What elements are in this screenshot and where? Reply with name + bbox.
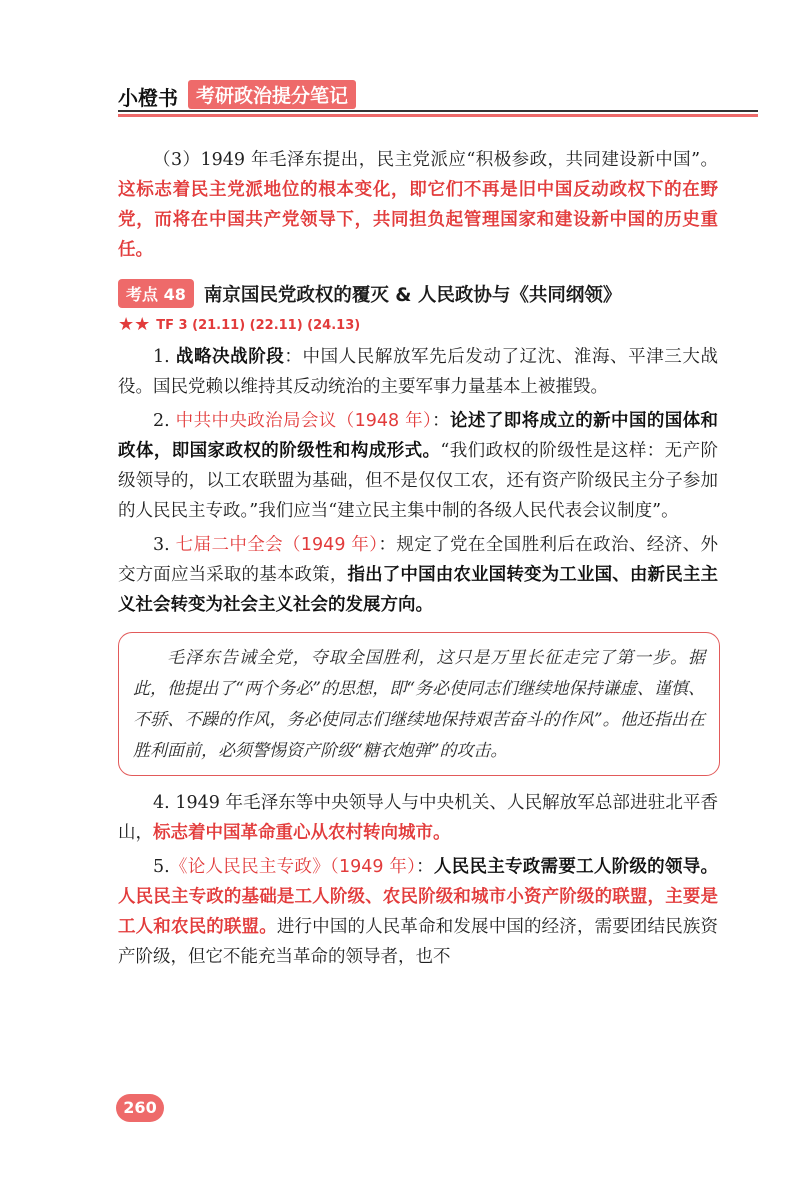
brand-name: 小橙书 bbox=[118, 86, 178, 110]
page-number: 260 bbox=[116, 1094, 164, 1122]
item-1-text: ：中国人民解放军先后发动了辽沈、淮海、平津三大战役。国民党赖以维持其反动统治的主要军事力量基本上被摧毁。 bbox=[118, 347, 718, 397]
item-3-text: ：规定了党在全国胜利后在政治、经济、外交方面应当采取的基本政策， bbox=[118, 535, 718, 585]
brand-tagline: 考研政治提分笔记 bbox=[188, 80, 356, 109]
item-2-bold: 论述了即将成立的新中国的国体和政体，即国家政权的阶级性和构成形式。 bbox=[118, 411, 719, 461]
item-4 bbox=[118, 788, 718, 848]
paragraph-3-text: （3）1949 年毛泽东提出，民主党派应“积极参政，共同建设新中国”。 bbox=[153, 150, 718, 170]
item-2-label: 中共中央政治局会议（1948 年） bbox=[175, 411, 433, 431]
section-badge: 考点 48 bbox=[118, 279, 194, 308]
paragraph-3 bbox=[118, 145, 718, 265]
section-title: 南京国民党政权的覆灭 & 人民政协与《共同纲领》 bbox=[203, 284, 622, 306]
exam-frequency: TF 3 (21.11) (22.11) (24.13) bbox=[156, 317, 361, 333]
header-accent-divider bbox=[118, 114, 758, 117]
item-5-colon: ： bbox=[416, 857, 434, 877]
item-5-highlight: 人民民主专政的基础是工人阶级、农民阶级和城市小资产阶级的联盟，主要是工人和农民的联盟。 bbox=[118, 887, 718, 937]
item-2-colon: ： bbox=[432, 411, 451, 431]
item-3 bbox=[118, 530, 718, 620]
item-1-label: 战略决战阶段 bbox=[175, 347, 285, 367]
item-3-label: 七届二中全会（1949 年） bbox=[175, 535, 379, 555]
item-2 bbox=[118, 406, 718, 526]
item-2-text: “我们政权的阶级性是这样：无产阶级领导的，以工农联盟为基础，但不是仅仅工农，还有资产阶级民主分子参加的人民民主专政。”我们应当“建立民主集中制的各级人民代表会议制度”。 bbox=[118, 441, 718, 521]
item-5-text: 进行中国的人民革命和发展中国的经济，需要团结民族资产阶级，但它不能充当革命的领导者，也不 bbox=[118, 917, 719, 967]
page-content bbox=[118, 145, 718, 972]
item-4-text: 4. 1949 年毛泽东等中央领导人与中央机关、人民解放军总部进驻北平香山， bbox=[118, 793, 718, 843]
page-header bbox=[118, 78, 758, 118]
header-divider bbox=[118, 110, 758, 112]
item-5-label: 《论人民民主专政》（1949 年） bbox=[169, 857, 417, 877]
item-1-number: 1. bbox=[153, 347, 170, 367]
note-text: 毛泽东告诫全党，夺取全国胜利，这只是万里长征走完了第一步。据此，他提出了“两个务必”的思想，即“务必使同志们继续地保持谦虚、谨慎、不骄、不躁的作风，务必使同志们继续地保持艰苦奋斗的作风”。他还指出在胜利面前，必须警惕资产阶级“糖衣炮弹”的攻击。 bbox=[133, 648, 705, 761]
star-rating-icon: ★★ bbox=[118, 314, 151, 335]
item-3-number: 3. bbox=[153, 535, 170, 555]
item-5-number: 5. bbox=[153, 857, 170, 877]
frequency-line bbox=[118, 316, 718, 334]
note-box bbox=[118, 632, 720, 776]
item-5-bold: 人民民主专政需要工人阶级的领导。 bbox=[433, 857, 718, 877]
paragraph-3-highlight: 这标志着民主党派地位的根本变化，即它们不再是旧中国反动政权下的在野党，而将在中国共产党领导下，共同担负起管理国家和建设新中国的历史重任。 bbox=[118, 180, 718, 260]
item-4-highlight: 标志着中国革命重心从农村转向城市。 bbox=[153, 823, 451, 843]
item-3-bold: 指出了中国由农业国转变为工业国、由新民主主义社会转变为社会主义社会的发展方向。 bbox=[118, 565, 718, 615]
section-heading bbox=[118, 279, 718, 308]
item-2-number: 2. bbox=[153, 411, 170, 431]
item-1 bbox=[118, 342, 718, 402]
item-5 bbox=[118, 852, 718, 972]
